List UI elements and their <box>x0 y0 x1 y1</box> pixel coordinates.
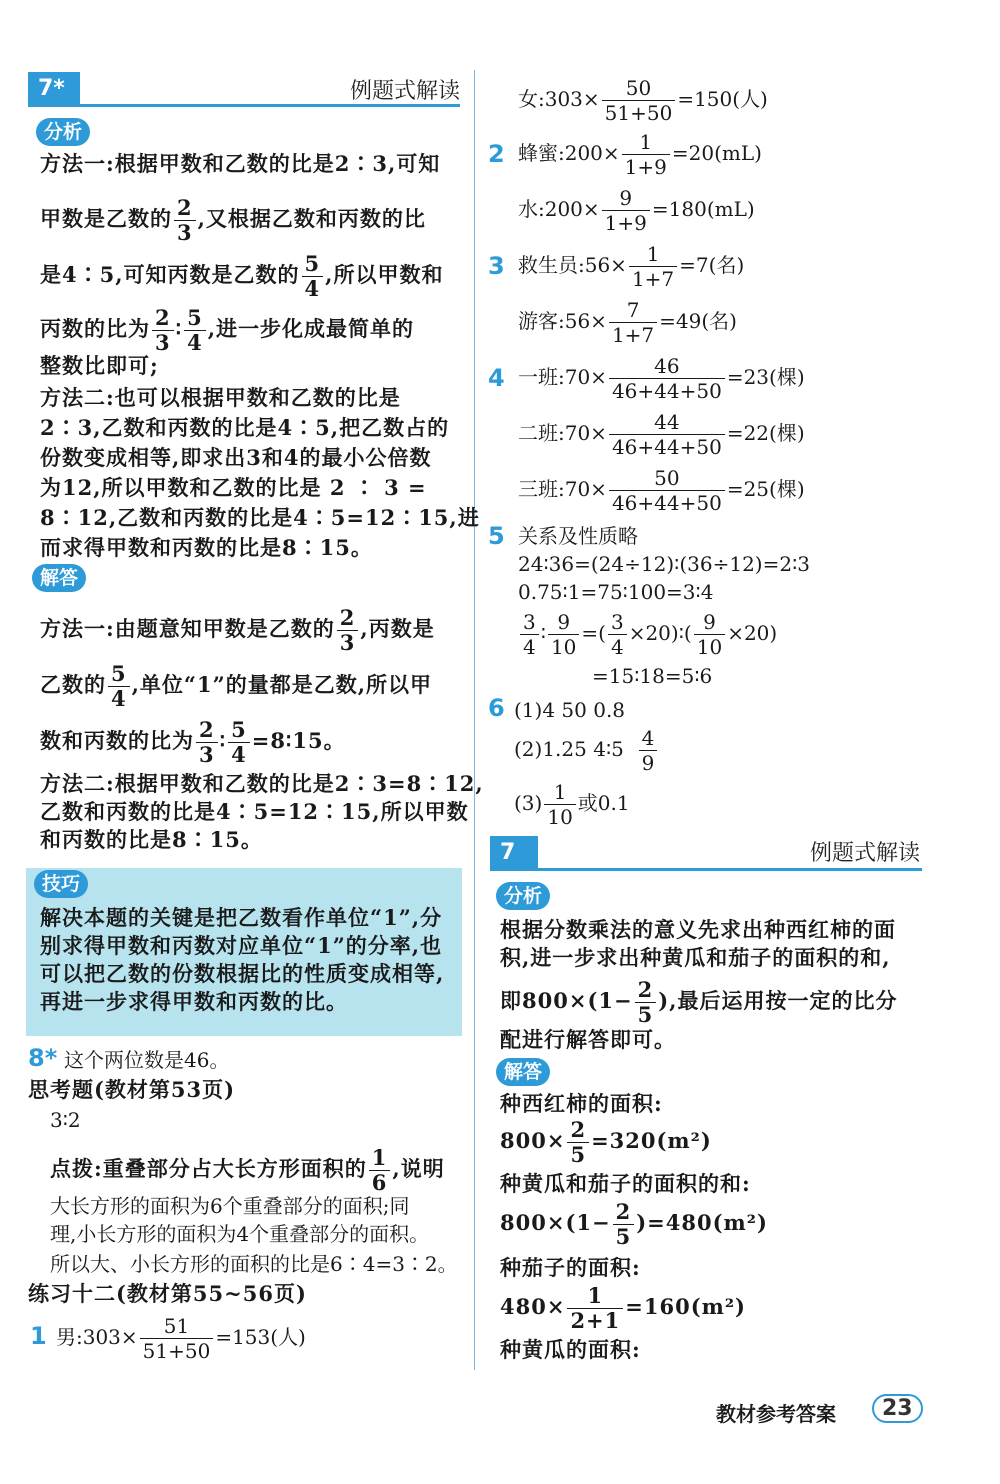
section-title: 例题式解读 <box>350 79 461 104</box>
analysis-line: 2∶3,乙数和丙数的比是4∶5,把乙数占的 <box>40 415 450 440</box>
think-hint: 点拨:重叠部分占大长方形面积的 $\frac{1}{6}$ ,说明 <box>50 1145 445 1195</box>
answer-line: 800×(1− $\frac{2}{5}$ )=480(m²) <box>500 1199 768 1249</box>
tip-line: 再进一步求得甲数和丙数的比。 <box>40 989 348 1014</box>
answer-line: 种茄子的面积: <box>500 1255 641 1280</box>
think-line: 所以大、小长方形的面积的比是6∶4=3∶2。 <box>50 1252 458 1276</box>
header-rule <box>490 868 922 871</box>
think-answer: 3∶2 <box>50 1108 81 1132</box>
q4-row: 三班:70× $\frac{50}{46+44+50}$ =25(棵) <box>518 466 805 515</box>
footer-label: 教材参考答案 <box>716 1402 836 1426</box>
question-number: 4 <box>488 364 505 392</box>
question-number: 2 <box>488 140 505 168</box>
analysis-line: 8∶12,乙数和丙数的比是4∶5=12∶15,进 <box>40 505 480 530</box>
tip-line: 解决本题的关键是把乙数看作单位“1”,分 <box>40 905 443 930</box>
q2-water: 水:200× $\frac{9}{1+9}$ =180(mL) <box>518 186 755 235</box>
q4-row: 二班:70× $\frac{44}{46+44+50}$ =22(棵) <box>518 410 805 459</box>
question-number: 5 <box>488 522 505 550</box>
analysis-line: 整数比即可; <box>40 353 159 378</box>
analysis-line: 配进行解答即可。 <box>500 1027 676 1052</box>
analysis-line: 积,进一步求出种黄瓜和茄子的面积的和, <box>500 945 891 970</box>
q8-answer: 这个两位数是46。 <box>64 1048 230 1072</box>
think-line: 大长方形的面积为6个重叠部分的面积;同 <box>50 1194 410 1218</box>
question-number: 3 <box>488 252 505 280</box>
q1-female: 女:303× $\frac{50}{51+50}$ =150(人) <box>518 76 768 125</box>
analysis-line: 方法一:根据甲数和乙数的比是2∶3,可知 <box>40 151 441 176</box>
q5-line: $\frac{3}{4}$ ∶ $\frac{9}{10}$ =( $\frac{3}{4}$ ×20)∶( $\frac{9}{10}$ ×20) <box>518 610 777 659</box>
tip-badge: 技巧 <box>34 870 88 898</box>
q5-line: =15∶18=5∶6 <box>592 664 713 688</box>
answer-line: 480× $\frac{1}{2+1}$ =160(m²) <box>500 1283 746 1333</box>
analysis-line: 即800×(1− $\frac{2}{5}$ ),最后运用按一定的比分 <box>500 977 898 1027</box>
section-number: 7 <box>490 836 538 870</box>
answer-line: 方法二:根据甲数和乙数的比是2∶3=8∶12, <box>40 771 484 796</box>
page-number: 23 <box>872 1394 923 1423</box>
answer-line: 和丙数的比是8∶15。 <box>40 827 263 852</box>
analysis-line: 是4∶5,可知丙数是乙数的 $\frac{5}{4}$ ,所以甲数和 <box>40 251 444 301</box>
q6-line: (1)4 50 0.8 <box>514 698 626 722</box>
q6-line: (3) $\frac{1}{10}$ 或0.1 <box>514 780 630 829</box>
tip-line: 可以把乙数的份数根据比的性质变成相等, <box>40 961 445 986</box>
q3-lifeguard: 救生员:56× $\frac{1}{1+7}$ =7(名) <box>518 242 745 291</box>
section-title: 例题式解读 <box>810 841 921 866</box>
answer-line: 种黄瓜和茄子的面积的和: <box>500 1171 751 1196</box>
q5-title: 关系及性质略 <box>518 524 638 548</box>
q6-line: (2)1.25 4∶5 $\frac{4}{9}$ <box>514 726 659 775</box>
analysis-badge: 分析 <box>496 882 550 910</box>
answer-line: 数和丙数的比为 $\frac{2}{3}$ ∶ $\frac{5}{4}$ =8∶15。 <box>40 717 346 767</box>
analysis-line: 为12,所以甲数和乙数的比是 2 ∶ 3 = <box>40 475 427 500</box>
answer-badge: 解答 <box>32 564 86 592</box>
column-divider <box>474 70 475 1370</box>
q2-honey: 蜂蜜:200× $\frac{1}{1+9}$ =20(mL) <box>518 130 762 179</box>
answer-line: 乙数和丙数的比是4∶5=12∶15,所以甲数 <box>40 799 469 824</box>
analysis-line: 丙数的比为 $\frac{2}{3}$ ∶ $\frac{5}{4}$ ,进一步化成最简单的 <box>40 305 415 355</box>
q3-tourist: 游客:56× $\frac{7}{1+7}$ =49(名) <box>518 298 737 347</box>
tip-line: 别求得甲数和丙数对应单位“1”的分率,也 <box>40 933 443 958</box>
section-number: 7* <box>28 72 80 106</box>
think-title: 思考题(教材第53页) <box>28 1077 236 1102</box>
answer-line: 800× $\frac{2}{5}$ =320(m²) <box>500 1117 712 1167</box>
question-number: 6 <box>488 694 505 722</box>
answer-line: 方法一:由题意知甲数是乙数的 $\frac{2}{3}$ ,丙数是 <box>40 605 435 655</box>
answer-line: 种黄瓜的面积: <box>500 1337 641 1362</box>
question-number: 8* <box>28 1044 58 1072</box>
think-line: 理,小长方形的面积为4个重叠部分的面积。 <box>50 1222 430 1246</box>
q5-line: 24∶36=(24÷12)∶(36÷12)=2∶3 <box>518 552 811 576</box>
analysis-line: 甲数是乙数的 $\frac{2}{3}$ ,又根据乙数和丙数的比 <box>40 195 426 245</box>
analysis-line: 份数变成相等,即求出3和4的最小公倍数 <box>40 445 432 470</box>
analysis-line: 方法二:也可以根据甲数和乙数的比是 <box>40 385 401 410</box>
q4-row: 一班:70× $\frac{46}{46+44+50}$ =23(棵) <box>518 354 805 403</box>
exercise-title: 练习十二(教材第55~56页) <box>28 1281 307 1306</box>
analysis-line: 根据分数乘法的意义先求出种西红柿的面 <box>500 917 896 942</box>
analysis-badge: 分析 <box>36 118 90 146</box>
q1-male: 男:303× $\frac{51}{51+50}$ =153(人) <box>56 1314 306 1363</box>
q5-line: 0.75∶1=75∶100=3∶4 <box>518 580 714 604</box>
answer-line: 乙数的 $\frac{5}{4}$ ,单位“1”的量都是乙数,所以甲 <box>40 661 433 711</box>
answer-line: 种西红柿的面积: <box>500 1091 663 1116</box>
answer-badge: 解答 <box>496 1058 550 1086</box>
analysis-line: 而求得甲数和丙数的比是8∶15。 <box>40 535 373 560</box>
question-number: 1 <box>30 1322 47 1350</box>
